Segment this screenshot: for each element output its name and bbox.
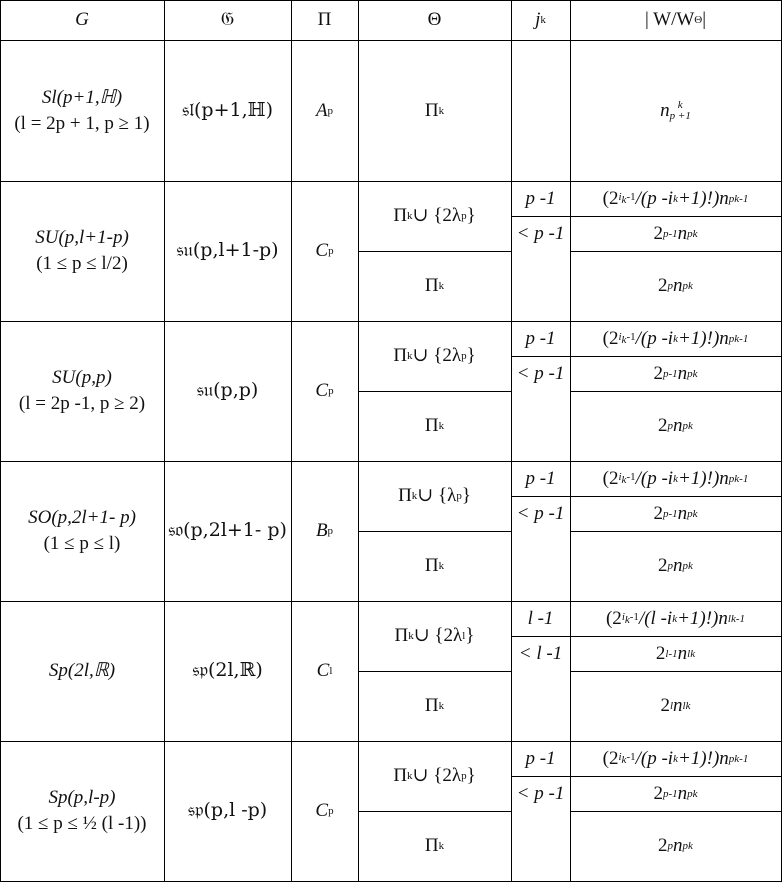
math-text: k [685, 700, 691, 712]
math-text: (2 [602, 187, 619, 209]
math-text: n [673, 415, 683, 437]
math-text: p-1 [662, 227, 678, 240]
w-cell [570, 811, 781, 881]
j-cell [511, 321, 570, 356]
theta-symbol: Π [393, 765, 408, 787]
math-text: n [673, 275, 683, 297]
math-text: +1)!)n [677, 327, 729, 349]
math-text: +1)!)n [677, 187, 729, 209]
group-condition: (l = 2p + 1, p ≥ 1) [14, 112, 150, 134]
theta-cell: Π k [358, 251, 511, 321]
header-j: j k [511, 0, 570, 40]
pi-type: C [315, 380, 329, 402]
grid-line [511, 216, 782, 217]
grid-line [511, 636, 782, 637]
pi-type: C [316, 660, 330, 682]
math-text: p [682, 840, 689, 852]
pi-cell: A p [291, 40, 358, 181]
math-text: l [727, 612, 731, 625]
grid-line [358, 251, 512, 252]
group-cell [0, 321, 164, 461]
superscript: k [677, 98, 683, 111]
grid-line [570, 391, 782, 392]
theta-union: ∪ {λ [417, 485, 457, 507]
math-text: < p -1 [516, 222, 565, 244]
theta-close: } [465, 625, 475, 647]
superscript [618, 330, 636, 347]
math-text: k [688, 560, 693, 572]
theta-cell: Π k [358, 531, 511, 601]
grid-line [570, 0, 571, 882]
math-text: k [621, 194, 627, 207]
math-text: p -1 [525, 467, 556, 489]
theta-cell: Π k [358, 811, 511, 881]
math-text: /(l -i [638, 607, 673, 629]
group-cell [0, 40, 164, 181]
superscript [618, 190, 636, 207]
group-cell [0, 601, 164, 741]
theta-symbol: Π [424, 99, 439, 121]
grid-line [511, 496, 782, 497]
theta-cell: Π k ∪ {2λ p } [358, 321, 511, 391]
math-text: k [673, 332, 678, 345]
pi-cell: C p [291, 321, 358, 461]
w-cell [570, 776, 781, 811]
math-text: p [687, 227, 693, 240]
w-cell [570, 321, 781, 356]
header-w-close: | [702, 9, 707, 31]
grid-line [291, 0, 292, 882]
math-text: n [673, 555, 683, 577]
group-name: SU(p,p) [52, 367, 112, 389]
algebra-cell [164, 40, 291, 181]
math-text: k-1 [734, 332, 749, 345]
w-cell [570, 40, 781, 181]
theta-cell: Π k [358, 40, 511, 181]
math-text: k [672, 612, 678, 625]
w-cell [570, 251, 781, 321]
group-condition: (l = 2p -1, p ≥ 2) [18, 393, 146, 414]
math-text: -1 [626, 470, 636, 483]
grid-line [358, 811, 512, 812]
header-theta [358, 0, 511, 40]
theta-symbol: Π [398, 485, 412, 507]
grid-line [0, 40, 782, 41]
math-text: k [692, 507, 698, 520]
math-text: 2 [655, 642, 666, 664]
theta-close: } [466, 765, 476, 787]
superscript [621, 610, 639, 627]
group-cell [0, 181, 164, 321]
group-condition: (1 ≤ p ≤ ½ (l -1)) [17, 813, 147, 834]
math-text: p [667, 840, 674, 852]
w-cell [570, 356, 781, 391]
j-cell [511, 461, 570, 496]
header-pi [291, 0, 358, 40]
algebra-cell [164, 741, 291, 881]
w-cell [570, 671, 781, 741]
math-text: l-1 [665, 647, 678, 660]
header-j-label: j [535, 9, 541, 31]
theta-union: ∪ {2λ [413, 625, 463, 647]
group-condition: (1 ≤ p ≤ l/2) [36, 253, 128, 274]
algebra-cell [164, 321, 291, 461]
math-text: p [728, 332, 735, 345]
pi-cell: B p [291, 461, 358, 601]
math-text: /(p -i [635, 187, 674, 209]
math-text: k [692, 787, 698, 800]
math-text: n [677, 642, 688, 664]
math-text: (2 [605, 607, 622, 629]
grid-line [164, 0, 165, 882]
algebra-name: 𝔰𝔭(p,l -p) [187, 799, 268, 822]
pi-type: C [315, 240, 329, 262]
theta-cell: Π k [358, 391, 511, 461]
group-condition: (1 ≤ p ≤ l) [43, 533, 121, 554]
theta-symbol: Π [394, 625, 409, 647]
math-text: l [687, 647, 691, 660]
grid-line [358, 671, 512, 672]
w-indices [670, 100, 691, 122]
group-name: Sl(p+1,ℍ) [41, 86, 123, 108]
math-text: k [688, 280, 693, 292]
math-text: 2 [658, 415, 668, 437]
w-cell [570, 601, 781, 636]
math-text: +1)!)n [677, 747, 729, 769]
math-text: p [728, 752, 735, 765]
math-text: k [692, 227, 698, 240]
math-text: p [687, 787, 693, 800]
math-text: n [677, 502, 688, 524]
algebra-name: 𝔰𝔲(p,l+1-p) [176, 239, 279, 262]
math-text: p -1 [525, 747, 556, 769]
math-text: i [621, 610, 625, 623]
grid-line [0, 0, 1, 882]
math-text: /(p -i [635, 467, 674, 489]
math-text: n [677, 782, 688, 804]
group-name: Sp(2l,ℝ) [48, 660, 116, 682]
math-text: 2 [660, 695, 670, 717]
grid-line [570, 671, 782, 672]
theta-union: ∪ {2λ [412, 345, 462, 367]
math-text: -1 [629, 610, 639, 623]
w-cell [570, 496, 781, 531]
math-text: k-1 [730, 612, 745, 625]
theta-symbol: Π [424, 835, 439, 857]
group-cell [0, 741, 164, 881]
math-text: k-1 [734, 752, 749, 765]
theta-close: } [466, 345, 476, 367]
grid-line [511, 0, 512, 882]
j-cell [511, 776, 570, 811]
math-text: < p -1 [516, 782, 565, 804]
pi-type: C [315, 800, 329, 822]
math-text: k-1 [734, 192, 749, 205]
algebra-cell [164, 461, 291, 601]
group-name: SO(p,2l+1- p) [28, 507, 136, 529]
math-text: k [621, 334, 627, 347]
math-text: k [621, 754, 627, 767]
pi-cell: C l [291, 601, 358, 741]
math-text: 2 [653, 502, 663, 524]
math-text: k [688, 420, 693, 432]
w-cell [570, 461, 781, 496]
grid-line [358, 0, 359, 882]
j-cell [511, 496, 570, 531]
algebra-cell [164, 601, 291, 741]
algebra-name: 𝔰𝔬(p,2l+1- p) [168, 519, 287, 542]
math-text: p [687, 507, 693, 520]
j-cell [511, 741, 570, 776]
theta-union: ∪ {2λ [412, 765, 462, 787]
grid-line [570, 251, 782, 252]
algebra-cell [164, 181, 291, 321]
pi-type: B [315, 520, 328, 542]
math-text: p-1 [662, 367, 678, 380]
math-text: +1)!)n [677, 467, 729, 489]
math-text: n [677, 222, 688, 244]
math-text: k [624, 614, 630, 627]
pi-cell: C p [291, 741, 358, 881]
math-text: /(p -i [635, 327, 674, 349]
math-text: 2 [653, 362, 663, 384]
grid-line [358, 531, 512, 532]
math-text: < l -1 [518, 642, 563, 664]
math-text: k [690, 647, 696, 660]
w-symbol: n [660, 99, 670, 121]
header-pi-label: Π [317, 9, 332, 31]
math-text: p [667, 560, 674, 572]
j-cell [511, 601, 570, 636]
header-algebra [164, 0, 291, 40]
math-text: p [682, 280, 689, 292]
j-cell [511, 356, 570, 391]
math-text: p [728, 472, 735, 485]
theta-symbol: Π [393, 345, 408, 367]
math-text: (2 [602, 747, 619, 769]
math-text: n [677, 362, 688, 384]
group-cell [0, 461, 164, 601]
w-cell [570, 636, 781, 671]
math-text: p -1 [525, 187, 556, 209]
superscript [618, 470, 636, 487]
w-cell [570, 391, 781, 461]
theta-close: } [461, 485, 471, 507]
theta-symbol: Π [424, 275, 439, 297]
header-theta-label: Θ [427, 9, 442, 31]
math-text: p -1 [525, 327, 556, 349]
math-text: (2 [602, 327, 619, 349]
math-text: 2 [653, 222, 663, 244]
pi-type: A [315, 99, 328, 121]
math-text: k [673, 472, 678, 485]
math-text: p-1 [662, 507, 678, 520]
theta-close: } [466, 205, 476, 227]
theta-cell: Π k [358, 671, 511, 741]
pi-cell: C p [291, 181, 358, 321]
j-cell [511, 636, 570, 671]
theta-cell: Π k ∪ {2λ p } [358, 181, 511, 251]
header-group-label: G [75, 9, 89, 31]
math-text: n [673, 835, 683, 857]
math-text: +1)!)n [677, 607, 728, 629]
math-text: 2 [658, 275, 668, 297]
theta-cell: Π k ∪ {2λ p } [358, 741, 511, 811]
group-name: SU(p,l+1-p) [35, 227, 129, 249]
math-text: (2 [602, 467, 619, 489]
w-cell [570, 531, 781, 601]
math-text: i [618, 190, 622, 203]
math-text: < p -1 [516, 362, 565, 384]
w-cell [570, 181, 781, 216]
math-text: -1 [626, 330, 636, 343]
math-text: p [667, 280, 674, 292]
math-text: k [688, 840, 693, 852]
algebra-name: 𝔰𝔭(2l,ℝ) [192, 659, 263, 682]
header-group [0, 0, 164, 40]
theta-symbol: Π [424, 555, 439, 577]
math-text: -1 [626, 750, 636, 763]
grid-line [511, 356, 782, 357]
algebra-name: 𝔰𝔲(p,p) [196, 379, 259, 402]
math-text: l -1 [527, 607, 554, 629]
math-text: 2 [653, 782, 663, 804]
superscript [618, 750, 636, 767]
header-w-label: | W/W [644, 9, 695, 31]
algebra-name: 𝔰𝔩(p+1,ℍ) [182, 98, 273, 121]
math-text: l [682, 700, 686, 712]
math-text: k [673, 752, 678, 765]
theta-symbol: Π [393, 205, 408, 227]
math-text: p [728, 192, 735, 205]
math-text: -1 [626, 190, 636, 203]
math-text: < p -1 [516, 502, 565, 524]
grid-line [570, 531, 782, 532]
theta-symbol: Π [424, 695, 439, 717]
header-algebra-label: 𝔊 [220, 8, 235, 31]
math-text: p [682, 560, 689, 572]
grid-line [0, 0, 782, 1]
math-text: i [618, 470, 622, 483]
math-text: l [669, 700, 674, 712]
grid-line [511, 776, 782, 777]
math-text: /(p -i [635, 747, 674, 769]
math-text: p-1 [662, 787, 678, 800]
math-text: i [618, 330, 622, 343]
math-text: 2 [658, 555, 668, 577]
math-text: k [692, 367, 698, 380]
j-cell [511, 181, 570, 216]
math-text: n [673, 695, 683, 717]
theta-symbol: Π [424, 415, 439, 437]
math-text: k-1 [734, 472, 749, 485]
math-text: p [667, 420, 674, 432]
math-text: p [682, 420, 689, 432]
math-text: i [618, 750, 622, 763]
theta-cell: Π k ∪ {2λ l } [358, 601, 511, 671]
math-text: p [687, 367, 693, 380]
theta-union: ∪ {2λ [412, 205, 462, 227]
math-text: 2 [658, 835, 668, 857]
j-cell [511, 216, 570, 251]
math-text: k [673, 192, 678, 205]
w-cell [570, 216, 781, 251]
grid-line [358, 391, 512, 392]
group-name: Sp(p,l-p) [48, 787, 116, 809]
w-cell [570, 741, 781, 776]
math-text: k [621, 474, 627, 487]
theta-cell: Π k ∪ {λ p } [358, 461, 511, 531]
header-w: | W/W Θ | [570, 0, 781, 40]
grid-line [570, 811, 782, 812]
subscript: p +1 [669, 109, 691, 122]
